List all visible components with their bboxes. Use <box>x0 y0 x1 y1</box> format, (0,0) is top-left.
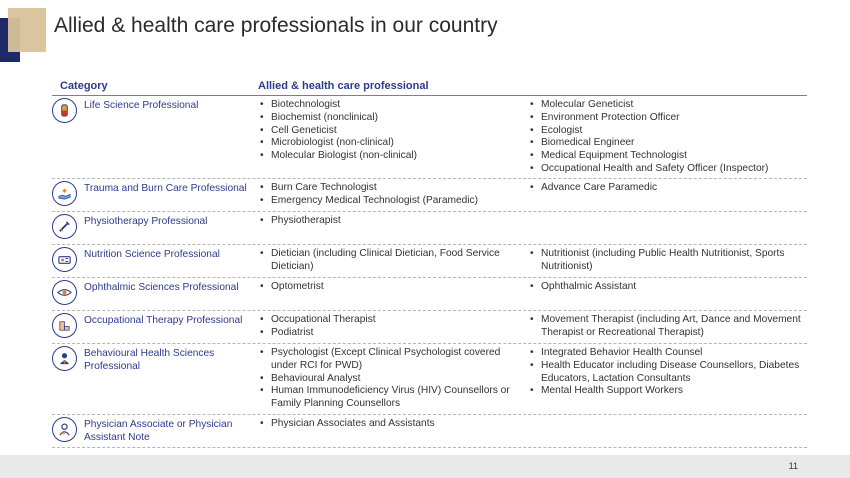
professional-list-right <box>530 182 802 195</box>
table-row <box>52 344 807 415</box>
list-item: • Molecular Biologist (non-clinical) <box>260 150 522 163</box>
professional-list-left <box>260 215 522 228</box>
table-row <box>52 96 807 179</box>
category-label: Behavioural Health Sciences Professional <box>84 348 215 372</box>
professional-list-left <box>260 347 522 411</box>
eye-icon <box>52 280 77 305</box>
professional-list-right <box>530 99 802 176</box>
corner-gold-block <box>8 8 46 52</box>
hand-care-icon <box>52 181 77 206</box>
professionals-table <box>52 78 807 448</box>
list-item: • Biotechnologist <box>260 99 522 112</box>
list-item: • Emergency Medical Technologist (Paramedic) <box>260 195 522 208</box>
category-label: Physician Associate or Physician Assistant Note <box>84 419 233 443</box>
professional-list-left <box>260 281 522 294</box>
list-item: • Mental Health Support Workers <box>530 385 802 398</box>
doctor-icon <box>52 417 77 442</box>
professional-list-right <box>530 248 802 274</box>
footer-bar <box>0 455 850 478</box>
list-item: • Biochemist (nonclinical) <box>260 112 522 125</box>
nutrition-icon <box>52 247 77 272</box>
list-item: • Integrated Behavior Health Counsel <box>530 347 802 360</box>
list-item: • Health Educator including Disease Counsellors, Diabetes Educators, Lactation Consultants <box>530 360 802 386</box>
list-item: • Ophthalmic Assistant <box>530 281 802 294</box>
bandage-icon <box>52 313 77 338</box>
professional-list-left <box>260 248 522 274</box>
list-item: • Behavioural Analyst <box>260 373 522 386</box>
professional-list-left <box>260 182 522 208</box>
list-item: • Psychologist (Except Clinical Psychologist covered under RCI for PWD) <box>260 347 522 373</box>
table-row <box>52 179 807 212</box>
page-number: 11 <box>788 461 798 471</box>
category-label: Physiotherapy Professional <box>84 216 208 227</box>
list-item: • Optometrist <box>260 281 522 294</box>
table-row <box>52 311 807 344</box>
person-icon <box>52 346 77 371</box>
list-item: • Environment Protection Officer <box>530 112 802 125</box>
list-item: • Microbiologist (non-clinical) <box>260 137 522 150</box>
list-item: • Ecologist <box>530 125 802 138</box>
table-row <box>52 212 807 245</box>
list-item: • Biomedical Engineer <box>530 137 802 150</box>
header-professional: Allied & health care professional <box>258 80 429 92</box>
list-item: • Movement Therapist (including Art, Dance and Movement Therapist or Recreational Therapist) <box>530 314 802 340</box>
test-tube-icon <box>52 98 77 123</box>
professional-list-right <box>530 314 802 340</box>
list-item: • Physiotherapist <box>260 215 522 228</box>
professional-list-left <box>260 418 522 431</box>
professional-list-right <box>530 347 802 398</box>
professional-list-right <box>530 281 802 294</box>
category-label: Ophthalmic Sciences Professional <box>84 282 239 293</box>
list-item: • Molecular Geneticist <box>530 99 802 112</box>
list-item: • Advance Care Paramedic <box>530 182 802 195</box>
table-row <box>52 278 807 311</box>
list-item: • Nutritionist (including Public Health Nutritionist, Sports Nutritionist) <box>530 248 802 274</box>
list-item: • Cell Geneticist <box>260 125 522 138</box>
list-item: • Occupational Therapist <box>260 314 522 327</box>
list-item: • Human Immunodeficiency Virus (HIV) Counsellors or Family Planning Counsellors <box>260 385 522 411</box>
page-title: Allied & health care professionals in our country <box>54 14 498 37</box>
professional-list-left <box>260 314 522 340</box>
table-row <box>52 245 807 278</box>
list-item: • Occupational Health and Safety Officer (Inspector) <box>530 163 802 176</box>
list-item: • Burn Care Technologist <box>260 182 522 195</box>
header-category: Category <box>60 80 108 92</box>
list-item: • Physician Associates and Assistants <box>260 418 522 431</box>
list-item: • Medical Equipment Technologist <box>530 150 802 163</box>
category-label: Nutrition Science Professional <box>84 249 220 260</box>
list-item: • Dietician (including Clinical Dietician, Food Service Dietician) <box>260 248 522 274</box>
category-label: Occupational Therapy Professional <box>84 315 243 326</box>
category-label: Life Science Professional <box>84 100 199 111</box>
professional-list-left <box>260 99 522 163</box>
syringe-icon <box>52 214 77 239</box>
category-label: Trauma and Burn Care Professional <box>84 183 247 194</box>
table-header <box>52 78 807 96</box>
list-item: • Podiatrist <box>260 327 522 340</box>
table-row <box>52 415 807 448</box>
